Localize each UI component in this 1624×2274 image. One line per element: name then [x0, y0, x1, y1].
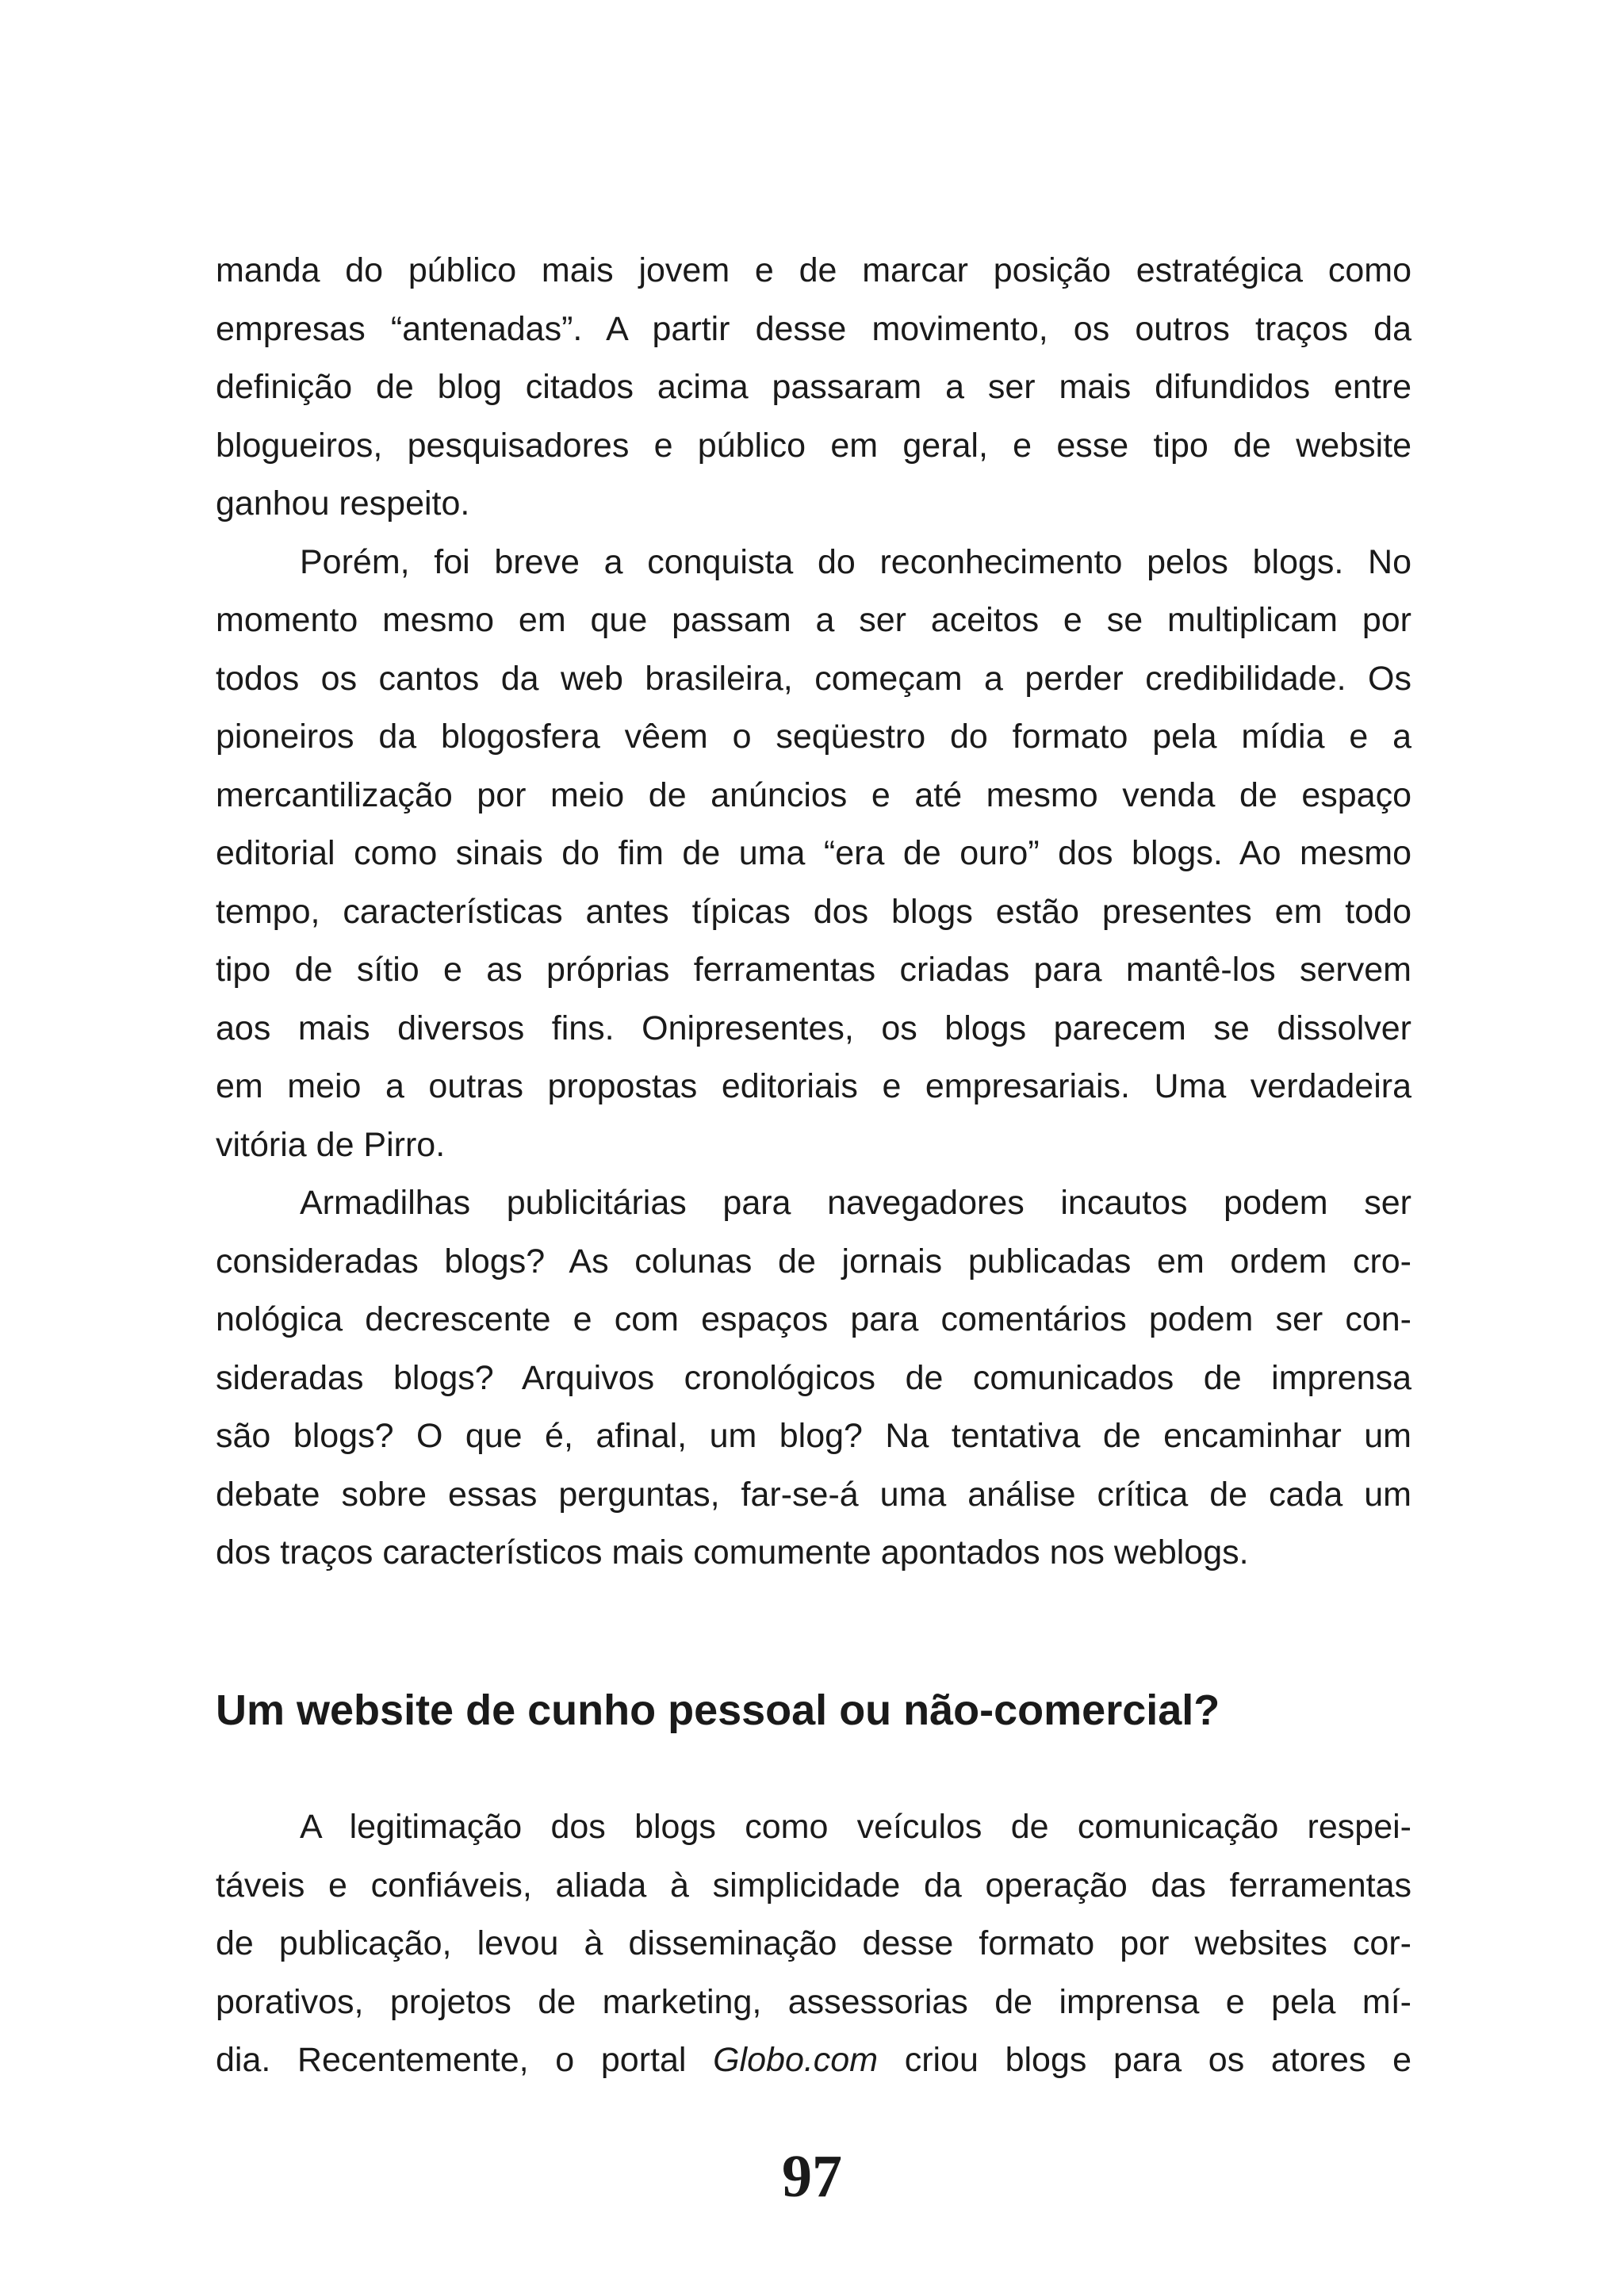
text-line: de publicação, levou à disseminação desse formato por websites cor-	[216, 1924, 1411, 1962]
text-line: momento mesmo em que passam a ser aceitos e se multiplicam por	[216, 601, 1411, 639]
text-line: tipo de sítio e as próprias ferramentas criadas para mantê-los servem	[216, 951, 1411, 989]
text-line: A legitimação dos blogs como veículos de comunicação respei-	[300, 1808, 1411, 1846]
text-line: consideradas blogs? As colunas de jornais publicadas em ordem cro-	[216, 1242, 1411, 1281]
text-line: táveis e confiáveis, aliada à simplicidade da operação das ferramentas	[216, 1866, 1411, 1905]
text-line: debate sobre essas perguntas, far-se-á uma análise crítica de cada um	[216, 1475, 1411, 1514]
body-text	[216, 242, 1411, 1583]
text-line: sideradas blogs? Arquivos cronológicos de comunicados de imprensa	[216, 1358, 1411, 1397]
text-line: Porém, foi breve a conquista do reconhecimento pelos blogs. No	[300, 542, 1411, 581]
text-line-with-italic	[216, 2031, 1411, 2090]
italic-term: Globo.com	[713, 2041, 879, 2079]
section-paragraph	[216, 1798, 1411, 2090]
text-line: dos traços característicos mais comumente apontados nos weblogs.	[216, 1533, 1249, 1572]
text-line: Armadilhas publicitárias para navegadores incautos podem ser	[300, 1184, 1411, 1222]
page-number: 97	[782, 2143, 842, 2210]
text-segment: dia. Recentemente, o portal	[216, 2041, 714, 2079]
paragraph-1	[216, 242, 1411, 534]
text-line: porativos, projetos de marketing, assessorias de imprensa e pela mí-	[216, 1982, 1411, 2021]
text-line: todos os cantos da web brasileira, começam a perder credibilidade. Os	[216, 659, 1411, 698]
text-line: vitória de Pirro.	[216, 1125, 446, 1164]
paragraph-2	[216, 534, 1411, 1175]
text-line: manda do público mais jovem e de marcar posição estratégica como	[216, 251, 1411, 289]
text-line: empresas “antenadas”. A partir desse movimento, os outros traços da	[216, 309, 1411, 348]
section-heading: Um website de cunho pessoal ou não-comercial?	[216, 1686, 1220, 1734]
text-line: nológica decrescente e com espaços para comentários podem ser con-	[216, 1300, 1411, 1338]
text-line: são blogs? O que é, afinal, um blog? Na tentativa de encaminhar um	[216, 1417, 1411, 1455]
text-line: aos mais diversos fins. Onipresentes, os blogs parecem se dissolver	[216, 1009, 1411, 1047]
text-line: em meio a outras propostas editoriais e empresariais. Uma verdadeira	[216, 1067, 1411, 1105]
text-line: editorial como sinais do fim de uma “era de ouro” dos blogs. Ao mesmo	[216, 834, 1411, 872]
text-line: ganhou respeito.	[216, 484, 470, 523]
text-line: blogueiros, pesquisadores e público em geral, e esse tipo de website	[216, 426, 1411, 465]
text-segment: criou blogs para os atores e	[878, 2041, 1411, 2079]
text-line: mercantilização por meio de anúncios e até mesmo venda de espaço	[216, 775, 1411, 814]
section-body	[216, 1798, 1411, 2090]
text-line: tempo, características antes típicas dos blogs estão presentes em todo	[216, 892, 1411, 931]
paragraph-3	[216, 1174, 1411, 1583]
text-line: definição de blog citados acima passaram a ser mais difundidos entre	[216, 368, 1411, 406]
text-line: pioneiros da blogosfera vêem o seqüestro do formato pela mídia e a	[216, 718, 1411, 756]
